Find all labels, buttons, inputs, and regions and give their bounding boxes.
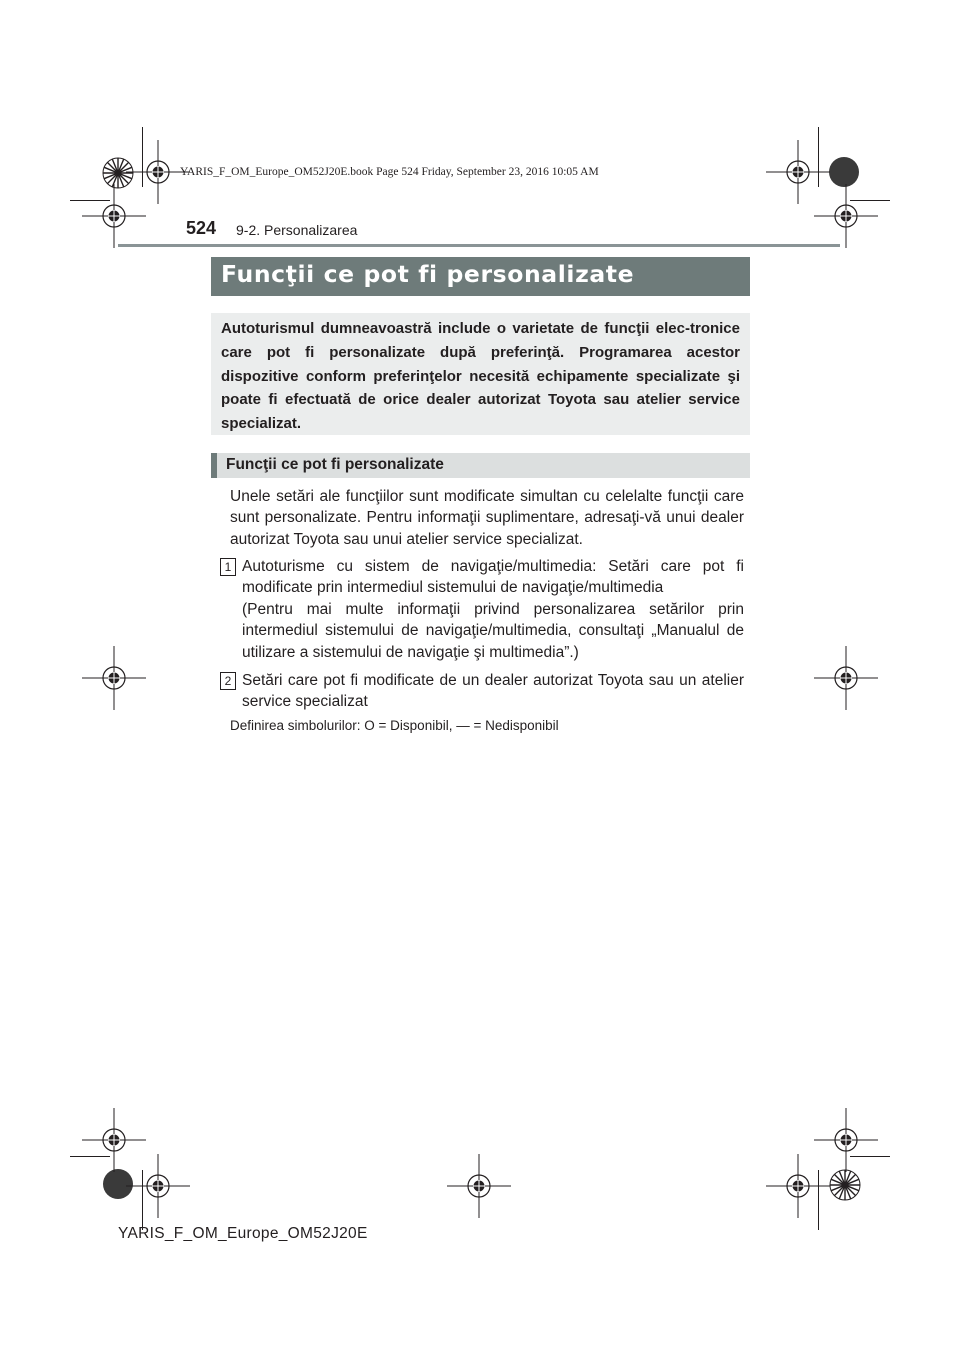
- subheading: Funcţii ce pot fi personalizate: [226, 456, 444, 473]
- item-number-badge: 2: [220, 672, 236, 690]
- list-item-note: (Pentru mai multe informaţii privind personalizarea setărilor prin intermediul sistemului de navigaţie/multimedia, consultaţi „Manualul de utilizare a sistemului de navigaţie şi multimedia”.): [242, 600, 744, 661]
- crosshair-mark-icon: [82, 646, 146, 710]
- body-paragraph: Unele setări ale funcţiilor sunt modificate simultan cu celelalte funcţii care sunt personalizate. Pentru informaţii suplimentare, adresaţi-vă unui dealer autorizat Toyota sau unui atelier service specializat.: [230, 488, 744, 548]
- trim-line: [850, 200, 890, 201]
- header-rule: [118, 244, 840, 247]
- trim-line: [70, 200, 110, 201]
- subheading-bar: [211, 453, 750, 478]
- trim-line: [818, 1170, 819, 1230]
- trim-line: [142, 127, 143, 187]
- page-title-bar: [211, 257, 750, 296]
- book-info-line: YARIS_F_OM_Europe_OM52J20E.book Page 524 Friday, September 23, 2016 10:05 AM: [180, 166, 599, 178]
- list-item: [242, 556, 744, 663]
- item-number-badge: 1: [220, 558, 236, 576]
- registration-starburst-icon: [829, 1169, 861, 1201]
- trim-line: [70, 1156, 110, 1157]
- crosshair-mark-icon: [814, 184, 878, 248]
- crosshair-mark-icon: [126, 1154, 190, 1218]
- trim-line: [818, 127, 819, 187]
- intro-text: Autoturismul dumneavoastră include o varietate de funcţii elec-tronice care pot fi personalizate după preferinţă. Programarea acestor dispozitive conform preferinţelor necesită echipamente specializate şi poate fi efectuată de orice dealer autorizat Toyota sau atelier service specializat.: [221, 320, 740, 433]
- section-name: 9-2. Personalizarea: [236, 222, 358, 238]
- list-item: [242, 670, 744, 713]
- page-title: Funcţii ce pot fi personalizate: [221, 260, 635, 288]
- crosshair-mark-icon: [814, 646, 878, 710]
- crosshair-mark-icon: [766, 1154, 830, 1218]
- symbol-legend: Definirea simbolurilor: O = Disponibil, — = Nedisponibil: [230, 718, 559, 733]
- intro-box: [211, 313, 750, 435]
- footer-code: YARIS_F_OM_Europe_OM52J20E: [118, 1225, 368, 1242]
- trim-line: [850, 1156, 890, 1157]
- registration-dot-icon: [829, 157, 859, 187]
- list-item-text: Autoturisme cu sistem de navigaţie/multimedia: Setări care pot fi modificate prin intermediul sistemului de navigaţie/multimedia: [242, 558, 744, 597]
- crosshair-mark-icon: [82, 184, 146, 248]
- list-item-text: Setări care pot fi modificate de un dealer autorizat Toyota sau un atelier service specializat: [242, 672, 744, 711]
- crosshair-mark-icon: [447, 1154, 511, 1218]
- page-number: 524: [186, 218, 217, 238]
- trim-line: [142, 1170, 143, 1230]
